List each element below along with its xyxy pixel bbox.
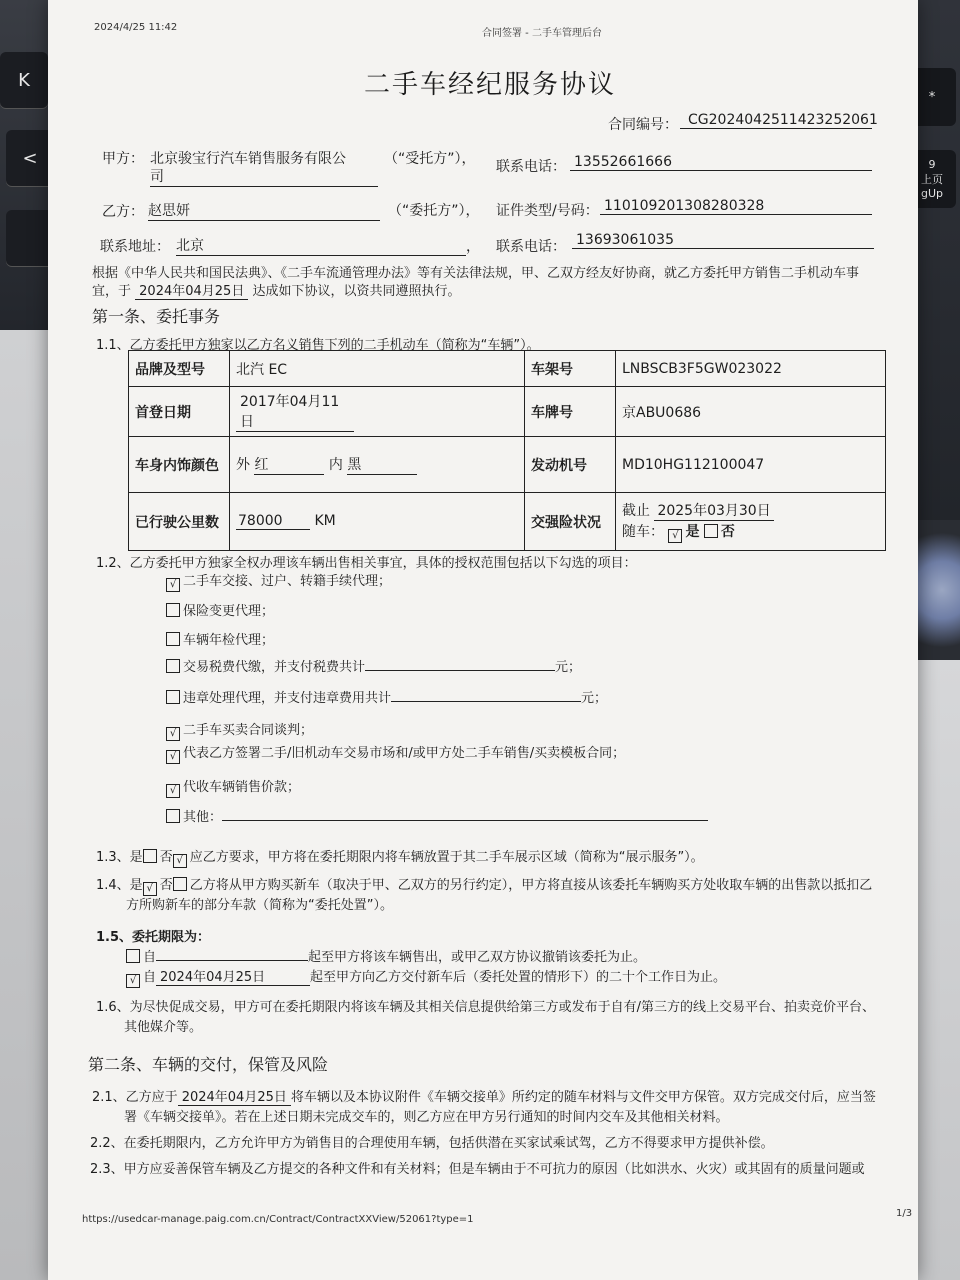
c13-no-checkbox[interactable]: √ bbox=[173, 854, 187, 868]
clause-2-1-cont: 署《车辆交接单》。若在上述日期未完成交车的，则乙方应在甲方另行通知的时间内交车及其他相关材料。 bbox=[124, 1110, 729, 1125]
brand-label: 品牌及型号 bbox=[129, 351, 230, 387]
option-checkbox[interactable] bbox=[166, 690, 180, 704]
mileage-label: 已行驶公里数 bbox=[129, 493, 230, 551]
clause-1-4 bbox=[96, 874, 872, 896]
c14-text: 乙方将从甲方购买新车（取决于甲、乙双方的另行约定），甲方将直接从该委托车辆购买方处收取车辆的出售款以抵扣乙 bbox=[189, 878, 873, 893]
print-datetime: 2024/4/25 11:42 bbox=[94, 22, 178, 33]
clause-1-4-cont: 方所购新车的部分车款（简称为“委托处置”）。 bbox=[126, 898, 393, 913]
party-a-phone: 13552661666 bbox=[570, 154, 872, 171]
option-label: 违章处理代理，并支付违章费用共计 bbox=[183, 691, 392, 706]
option-label: 代表乙方签署二手/旧机动车交易市场和/或甲方处二手车销售/买卖模板合同； bbox=[183, 746, 626, 761]
term-option-1 bbox=[126, 946, 646, 965]
clause-1-3 bbox=[96, 846, 704, 868]
authorization-option bbox=[166, 719, 313, 741]
color-cell bbox=[230, 437, 525, 493]
option-checkbox[interactable] bbox=[166, 659, 180, 673]
key-star: * bbox=[908, 68, 956, 126]
clause-2-2: 2.2、在委托期限内，乙方允许甲方为销售目的合理使用车辆，包括供潜在买家试乘试驾，乙方不得要求甲方提供补偿。 bbox=[90, 1136, 774, 1151]
party-b-phone: 13693061035 bbox=[572, 232, 874, 249]
intro-2b: 达成如下协议，以资共同遵照执行。 bbox=[252, 284, 461, 299]
c13-yes-checkbox[interactable] bbox=[143, 849, 157, 863]
party-a-name-2: 司 bbox=[150, 166, 378, 187]
party-b-role: （“委托方”）， bbox=[388, 203, 480, 219]
section-1-title: 第一条、委托事务 bbox=[92, 307, 221, 326]
authorization-option bbox=[166, 600, 274, 619]
option-checkbox[interactable]: √ bbox=[166, 784, 180, 798]
key-comma: < bbox=[6, 130, 54, 186]
with-car-no-checkbox[interactable] bbox=[704, 524, 718, 538]
c13-no: 否 bbox=[159, 850, 173, 865]
clause-1-6: 1.6、为尽快促成交易，甲方可在委托期限内将该车辆及其相关信息提供给第三方或发布于自有/第三方的线上交易平台、拍卖竞价平台、 bbox=[96, 1000, 876, 1015]
option-suffix: 元； bbox=[555, 660, 582, 675]
clause-1-6-cont: 其他媒介等。 bbox=[124, 1020, 203, 1035]
option-label: 交易税费代缴，并支付税费共计 bbox=[183, 660, 366, 675]
outer-color: 红 bbox=[254, 454, 324, 475]
option-checkbox[interactable] bbox=[166, 603, 180, 617]
insurance-label: 交强险状况 bbox=[525, 493, 616, 551]
key-blank bbox=[6, 210, 54, 266]
key-pageup: 9 上页 gUp bbox=[908, 150, 956, 208]
reg-value: 2017年04月11日 bbox=[236, 391, 354, 432]
authorization-option bbox=[166, 656, 581, 675]
option-checkbox[interactable]: √ bbox=[166, 727, 180, 741]
authorization-option bbox=[166, 570, 391, 592]
address-label: 联系地址： bbox=[100, 239, 170, 255]
c14-yes: 1.4、是 bbox=[96, 878, 143, 893]
party-a-name-1: 北京骏宝行汽车销售服务有限公 bbox=[150, 151, 346, 167]
reg-label: 首登日期 bbox=[129, 387, 230, 437]
vehicle-table bbox=[128, 350, 886, 551]
address: 北京 bbox=[176, 235, 466, 256]
option-label: 二手车交接、过户、转籍手续代理； bbox=[183, 574, 392, 589]
party-a-label: 甲方： bbox=[102, 151, 144, 167]
authorization-option bbox=[166, 806, 708, 825]
option-label: 车辆年检代理； bbox=[183, 633, 275, 648]
mileage-cell bbox=[230, 493, 525, 551]
option-amount-field[interactable] bbox=[391, 701, 581, 702]
vin-value: LNBSCB3F5GW023022 bbox=[616, 351, 886, 387]
with-car-yes-checkbox[interactable]: √ bbox=[668, 529, 682, 543]
authorization-option bbox=[166, 742, 625, 764]
page-number: 1/3 bbox=[896, 1208, 913, 1219]
plate-label: 车牌号 bbox=[525, 387, 616, 437]
party-a-phone-label: 联系电话： bbox=[496, 159, 566, 175]
term-2-checkbox[interactable]: √ bbox=[126, 974, 140, 988]
outer-prefix: 外 bbox=[236, 457, 250, 473]
with-car-prefix: 随车： bbox=[622, 524, 664, 540]
c13-yes: 1.3、是 bbox=[96, 850, 143, 865]
page-title: 二手车经纪服务协议 bbox=[364, 70, 617, 100]
clause-1-1: 1.1、乙方委托甲方独家以乙方名义销售下列的二手机动车（简称为“车辆”）。 bbox=[96, 338, 540, 353]
contract-no: CG2024042511423252061 bbox=[680, 112, 872, 129]
option-label: 其他： bbox=[183, 810, 223, 825]
term-2-text: 起至甲方向乙方交付新车后（委托处置的情形下）的二十个工作日为止。 bbox=[310, 970, 727, 985]
c14-no-checkbox[interactable] bbox=[173, 877, 187, 891]
term-option-2 bbox=[126, 966, 726, 988]
option-checkbox[interactable]: √ bbox=[166, 750, 180, 764]
inner-color: 黑 bbox=[347, 454, 417, 475]
clause-1-5: 1.5、委托期限为： bbox=[96, 930, 211, 945]
with-car-yes: 是 bbox=[685, 524, 700, 540]
contract-no-label: 合同编号： bbox=[608, 117, 678, 133]
authorization-option bbox=[166, 629, 274, 648]
c21-a: 2.1、乙方应于 bbox=[92, 1090, 178, 1105]
vin-label: 车架号 bbox=[525, 351, 616, 387]
clause-2-3: 2.3、甲方应妥善保管车辆及乙方提交的各种文件和有关材料；但是车辆由于不可抗力的原因（比如洪水、火灾）或其固有的质量问题或 bbox=[90, 1162, 865, 1177]
party-a-role: （“受托方”）， bbox=[384, 151, 476, 167]
reg-cell bbox=[230, 387, 525, 437]
print-site-title: 合同签署 - 二手车管理后台 bbox=[482, 28, 602, 39]
party-b-name: 赵思妍 bbox=[148, 200, 380, 221]
option-checkbox[interactable] bbox=[166, 632, 180, 646]
term-1-prefix: 自 bbox=[143, 950, 157, 965]
key-k: K bbox=[0, 52, 48, 108]
engine-label: 发动机号 bbox=[525, 437, 616, 493]
color-label: 车身内饰颜色 bbox=[129, 437, 230, 493]
option-checkbox[interactable]: √ bbox=[166, 578, 180, 592]
term-1-checkbox[interactable] bbox=[126, 949, 140, 963]
insurance-cell bbox=[616, 493, 886, 551]
term-1-text: 起至甲方将该车辆售出，或甲乙双方协议撤销该委托为止。 bbox=[308, 950, 647, 965]
option-checkbox[interactable] bbox=[166, 809, 180, 823]
clause-2-1 bbox=[92, 1086, 876, 1106]
option-label: 保险变更代理； bbox=[183, 604, 275, 619]
option-label: 二手车买卖合同谈判； bbox=[183, 723, 314, 738]
option-suffix: 元； bbox=[581, 691, 608, 706]
term-1-date bbox=[156, 960, 308, 961]
party-b-label: 乙方： bbox=[102, 204, 144, 220]
id-label: 证件类型/号码： bbox=[496, 203, 599, 219]
c14-no: 否 bbox=[159, 878, 173, 893]
authorization-option bbox=[166, 776, 300, 798]
engine-value: MD10HG112100047 bbox=[616, 437, 886, 493]
intro-2a: 宜，于 bbox=[92, 284, 132, 299]
term-2-prefix: 自 bbox=[143, 970, 157, 985]
option-label: 代收车辆销售价款； bbox=[183, 780, 301, 795]
contract-page bbox=[48, 0, 918, 1280]
ins-until: 2025年03月30日 bbox=[654, 500, 773, 521]
other-field[interactable] bbox=[222, 820, 708, 821]
party-b-phone-label: 联系电话： bbox=[496, 239, 566, 255]
mileage-unit: KM bbox=[314, 513, 336, 529]
term-2-date: 2024年04月25日 bbox=[156, 966, 310, 986]
inner-prefix: 内 bbox=[328, 457, 343, 473]
with-car-no: 否 bbox=[720, 524, 735, 540]
footer-url[interactable]: https://usedcar-manage.paig.com.cn/Contract/ContractXXView/52061?type=1 bbox=[82, 1214, 474, 1225]
plate-value: 京ABU0686 bbox=[616, 387, 886, 437]
intro-date: 2024年04月25日 bbox=[135, 280, 248, 300]
authorization-option bbox=[166, 687, 607, 706]
mileage-value: 78000 bbox=[236, 513, 310, 530]
section-2-title: 第二条、车辆的交付，保管及风险 bbox=[88, 1055, 329, 1074]
ins-until-prefix: 截止 bbox=[622, 503, 650, 519]
party-b-id: 110109201308280328 bbox=[600, 198, 872, 215]
intro-line-1: 根据《中华人民共和国民法典》、《二手车流通管理办法》等有关法律法规，甲、乙双方经友好协商，就乙方委托甲方销售二手机动车事 bbox=[92, 266, 860, 281]
intro-line-2 bbox=[92, 280, 460, 300]
address-end: ， bbox=[466, 239, 480, 255]
c21-b: 将车辆以及本协议附件《车辆交接单》所约定的随车材料与文件交甲方保管。双方完成交付后，应当签 bbox=[290, 1090, 876, 1105]
brand-value: 北汽 EC bbox=[230, 351, 525, 387]
c21-date: 2024年04月25日 bbox=[178, 1086, 291, 1106]
option-amount-field[interactable] bbox=[365, 670, 555, 671]
c14-yes-checkbox[interactable]: √ bbox=[143, 882, 157, 896]
c13-text: 应乙方要求，甲方将在委托期限内将车辆放置于其二手车展示区域（简称为“展示服务”）。 bbox=[189, 850, 704, 865]
clause-1-2: 1.2、乙方委托甲方独家全权办理该车辆出售相关事宜，具体的授权范围包括以下勾选的项目： bbox=[96, 556, 637, 571]
